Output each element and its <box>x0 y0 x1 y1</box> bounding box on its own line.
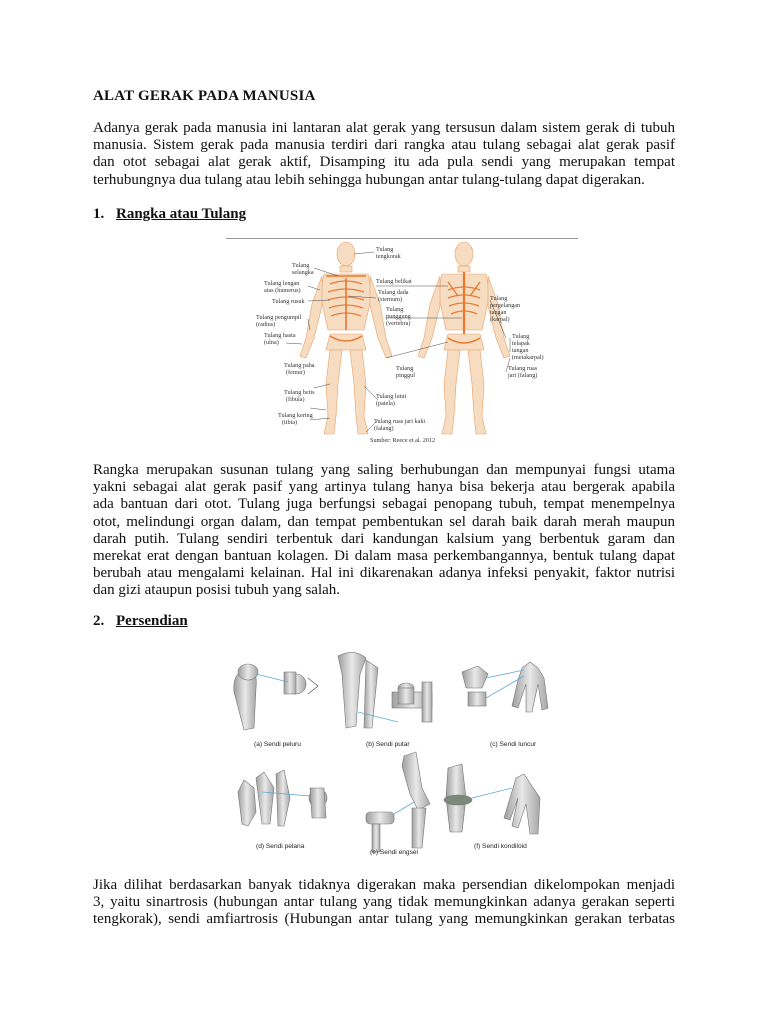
label-line: Tulang ruas jari kaki <box>374 418 426 425</box>
label-line: (vertebra) <box>386 320 411 327</box>
section-1-line: merekat erat dengan bantuan kolagen. Di dalam masa perkembangannya, bentuk tulang dapat <box>93 548 675 565</box>
label-line: Tulang paha <box>284 362 315 369</box>
label-line: Tulang <box>396 365 414 372</box>
label-line: atas (humerus) <box>264 287 301 294</box>
pivot-joint-illustration <box>338 652 432 728</box>
caption-condyloid-joint: (f) Sendi kondiloid <box>474 843 527 850</box>
svg-text:(falang) <box>374 425 394 432</box>
section-1-paragraph <box>93 462 675 600</box>
section-1-line: otot, melindungi organ dalam, dan tempat pembentukan sel darah baik darah merah maupun <box>93 513 675 530</box>
pointer-line-c <box>486 670 524 678</box>
document-title: ALAT GERAK PADA MANUSIA <box>93 88 316 104</box>
label-line: Tulang hasta <box>264 332 296 339</box>
label-line: (radius) <box>256 321 276 328</box>
svg-text:Tulang lengan <box>264 280 299 287</box>
section-2-heading <box>93 613 188 630</box>
svg-text:Tulang <box>376 246 393 253</box>
section-1-line: yakni sebagai alat gerak pasif yang artinya tulang hanya bisa bekerja atau bergerak apabila <box>93 479 675 496</box>
label-line: punggung <box>386 313 411 320</box>
section-1-line: berubah atau mengalami kelainan. Hal ini dikarenakan adanya infeksi penyakit, faktor nutrisi <box>93 565 675 582</box>
label-line: (ulna) <box>264 339 279 346</box>
label-line: Tulang belikat <box>376 278 412 285</box>
section-2-line: Jika dilihat berdasarkan banyak tidaknya digerakan maka persendian dikelompokan menjadi <box>93 877 675 893</box>
caption-pivot-joint: (b) Sendi putar <box>366 741 410 748</box>
svg-text:tangan <box>490 309 507 316</box>
label-line: Tulang lutut <box>376 393 407 400</box>
label-line: (metakarpal) <box>512 354 544 361</box>
label-line: telapak <box>512 340 530 347</box>
label-line: (tibia) <box>282 419 298 426</box>
svg-text:Tulang ruas <box>508 365 538 372</box>
label-line: Tulang <box>292 262 310 269</box>
section-1-line: Rangka merupakan susunan tulang yang saling berhubungan dan mempunyai fungsi utama <box>93 462 675 478</box>
svg-text:(patela) <box>376 400 395 407</box>
section-1-line: dan gizi ataupun posisi tubuh yang salah. <box>93 582 341 599</box>
label-line: Tulang rusuk <box>272 298 305 305</box>
intro-line: Adanya gerak pada manusia ini lantaran alat gerak yang tersusun dalam sistem gerak di tubuh <box>93 120 675 136</box>
figure-source: Sumber: Reece et al. 2012 <box>370 437 436 444</box>
intro-line: terhubungnya dua tulang atau lebih sehingga hubungan antar tulang-tulang dapat digerakan. <box>93 171 645 188</box>
svg-text:(ulna) <box>264 339 279 346</box>
section-2-number: 2. <box>93 613 105 629</box>
section-2-title: Persendian <box>116 613 188 629</box>
label-line: pergelangan <box>490 302 521 309</box>
label-line: Tulang pengumpil <box>256 314 302 321</box>
svg-text:(radius) <box>256 321 275 328</box>
label-line: pinggul <box>396 372 415 379</box>
label-line: selangka <box>292 269 314 276</box>
hinge-joint-illustration <box>366 752 430 852</box>
svg-text:Tulang ruas jari kaki <box>374 418 425 425</box>
svg-text:pinggul <box>396 372 415 379</box>
joints-illustration <box>226 648 566 860</box>
section-1-title: Rangka atau Tulang <box>116 206 247 222</box>
pointer-line-a <box>256 674 288 682</box>
svg-text:(fibula) <box>286 396 305 403</box>
caption-gliding-joint: (c) Sendi luncur <box>490 741 537 748</box>
skeleton-figure <box>226 234 578 448</box>
section-2-line: 3, yaitu sinartrosis (hubungan antar tulang yang tidak memungkinkan adanya gerakan seperti <box>93 894 675 911</box>
svg-text:Tulang <box>490 295 507 302</box>
label-line: Tulang <box>386 306 404 313</box>
svg-text:punggung <box>386 313 411 320</box>
svg-text:Tulang rusuk <box>272 298 306 305</box>
intro-paragraph <box>93 120 675 189</box>
section-1-line: ada bantuan dari otot. Tulang juga berfungsi sebagai penopang tubuh, tempat menempelnya <box>93 496 675 513</box>
svg-text:Tulang <box>292 262 309 269</box>
section-2-paragraph <box>93 877 675 929</box>
svg-text:Tulang <box>512 333 529 340</box>
caption-ball-joint: (a) Sendi peluru <box>254 741 301 748</box>
label-line: (falang) <box>374 425 394 432</box>
label-line: Tulang <box>512 333 530 340</box>
label-line: (sternum) <box>378 296 403 303</box>
label-line: (karpal) <box>490 316 510 323</box>
intro-line: manusia. Sistem gerak pada manusia terdiri dari rangka atau tulang sebagai alat gerak pasif <box>93 137 675 154</box>
section-1-line: darah putih. Tulang sendiri terbentuk dari kandungan kalsium yang berbentuk garam dan <box>93 530 675 547</box>
svg-text:Tulang kering <box>278 412 313 419</box>
svg-text:telapak <box>512 340 531 347</box>
label-line: Tulang <box>376 246 394 253</box>
label-line: tangan <box>512 347 529 354</box>
label-line: Tulang lengan <box>264 280 300 287</box>
svg-text:Tulang <box>396 365 413 372</box>
label-line: jari (falang) <box>508 372 538 379</box>
caption-hinge-joint: (e) Sendi engsel <box>370 849 419 856</box>
condyloid-joint-illustration <box>444 764 540 834</box>
label-line: Tulang kering <box>278 412 313 419</box>
svg-text:selangka <box>292 269 314 276</box>
label-line: tangan <box>490 309 507 316</box>
label-line: (fibula) <box>286 396 305 403</box>
label-line: Tulang ruas <box>508 365 538 372</box>
label-line: Tulang dada <box>378 289 409 296</box>
svg-text:Tulang paha <box>284 362 315 369</box>
label-line: Tulang betis <box>284 389 315 396</box>
ball-joint-illustration <box>234 664 318 730</box>
back-skeleton <box>418 242 510 434</box>
svg-text:(tibia) <box>282 419 297 426</box>
svg-text:Tulang <box>386 306 403 313</box>
svg-text:tengkorak <box>376 253 402 260</box>
pointer-line-f <box>472 788 512 798</box>
svg-text:(karpal) <box>490 316 510 323</box>
svg-text:tangan <box>512 347 529 354</box>
svg-text:(metakarpal) <box>512 354 544 361</box>
caption-saddle-joint: (d) Sendi pelana <box>256 843 305 850</box>
svg-text:jari (falang) <box>507 372 537 379</box>
svg-text:Tulang belikat <box>376 278 412 285</box>
label-line: (femur) <box>286 369 305 376</box>
svg-text:(vertebra) <box>386 320 410 327</box>
svg-text:Tulang betis <box>284 389 315 396</box>
saddle-joint-illustration <box>238 770 327 826</box>
svg-text:atas (humerus) <box>264 287 301 294</box>
svg-text:Tulang hasta <box>264 332 296 339</box>
pointer-line-e <box>394 802 414 814</box>
joints-figure <box>226 648 566 860</box>
section-2-line: tengkorak), sendi amfiartrosis (Hubungan antar tulang yang memungkinkan gerakan terbatas <box>93 911 675 928</box>
svg-text:pergelangan <box>490 302 520 309</box>
svg-text:Tulang dada <box>378 289 409 296</box>
label-line: tengkorak <box>376 253 401 260</box>
svg-text:Tulang pengumpil <box>256 314 302 321</box>
label-line: (patela) <box>376 400 395 407</box>
skeleton-illustration <box>226 234 578 448</box>
svg-text:(femur) <box>286 369 305 376</box>
svg-text:(sternum) <box>378 296 402 303</box>
label-line: Tulang <box>490 295 508 302</box>
svg-text:Tulang lutut <box>376 393 406 400</box>
section-1-number: 1. <box>93 206 105 222</box>
section-1-heading <box>93 206 246 223</box>
intro-line: dan otot sebagai alat gerak aktif, Disamping itu ada pula sendi yang merupakan tempat <box>93 154 675 171</box>
